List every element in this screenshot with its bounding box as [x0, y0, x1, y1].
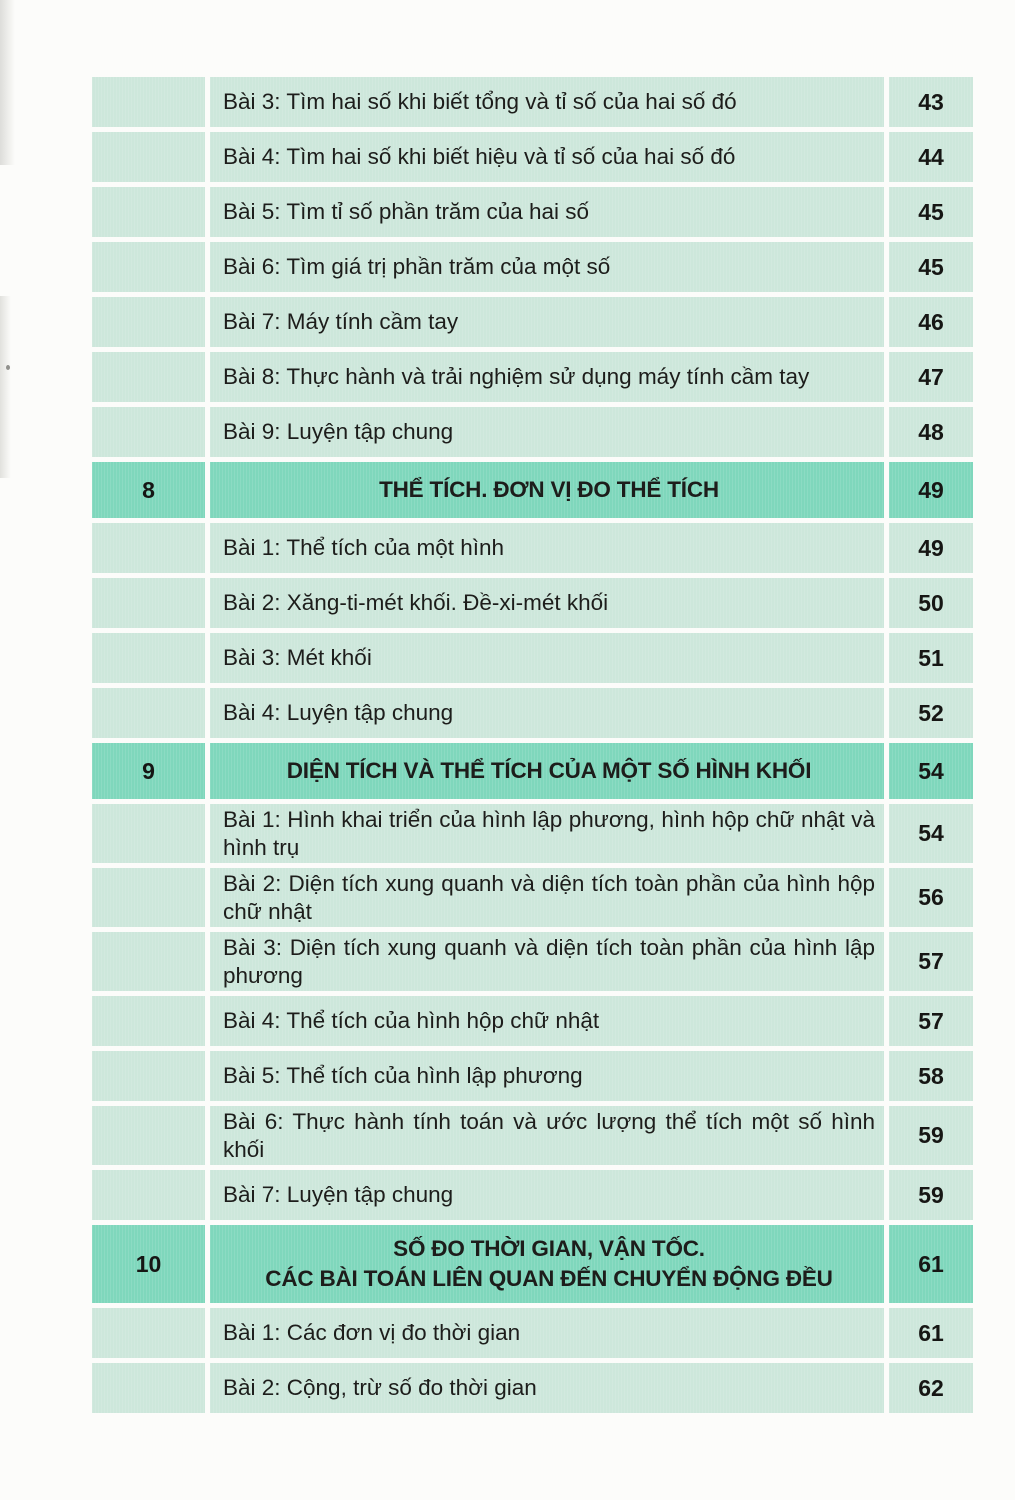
chapter-number-cell — [92, 996, 205, 1046]
title-cell — [210, 297, 884, 347]
entry-title: Bài 1: Các đơn vị đo thời gian — [223, 1320, 521, 1345]
entry-title: Bài 3: Mét khối — [223, 645, 372, 670]
page-number: 48 — [918, 418, 944, 445]
toc-row — [92, 462, 973, 518]
page-number: 52 — [918, 699, 944, 726]
page-number-cell — [889, 578, 973, 628]
title-cell — [210, 242, 884, 292]
page-number: 43 — [918, 88, 944, 115]
title-cell — [210, 1170, 884, 1220]
toc-row — [92, 407, 973, 457]
page-number: 44 — [918, 143, 944, 170]
page-edge-artifact-top — [0, 0, 15, 165]
entry-title: Bài 5: Thể tích của hình lập phương — [223, 1063, 583, 1088]
chapter-number-cell — [92, 523, 205, 573]
chapter-number-cell — [92, 352, 205, 402]
page-number-cell — [889, 297, 973, 347]
chapter-number-cell — [92, 1051, 205, 1101]
toc-row — [92, 578, 973, 628]
toc-row — [92, 352, 973, 402]
chapter-number-cell — [92, 1363, 205, 1413]
title-cell — [210, 996, 884, 1046]
scan-speck — [6, 365, 10, 370]
chapter-number-cell — [92, 407, 205, 457]
entry-title: Bài 1: Thể tích của một hình — [223, 535, 504, 560]
entry-title: Bài 4: Tìm hai số khi biết hiệu và tỉ số của hai số đó — [223, 144, 736, 169]
chapter-number-cell — [92, 578, 205, 628]
page-number-cell — [889, 743, 973, 799]
entry-title: Bài 3: Tìm hai số khi biết tổng và tỉ số của hai số đó — [223, 89, 737, 114]
page-number: 47 — [918, 363, 944, 390]
page-number: 51 — [918, 644, 944, 671]
page-number-cell — [889, 187, 973, 237]
title-cell — [210, 1308, 884, 1358]
title-cell — [210, 523, 884, 573]
page-number-cell — [889, 242, 973, 292]
page-number: 61 — [918, 1319, 944, 1346]
title-cell — [210, 688, 884, 738]
chapter-number-cell — [92, 77, 205, 127]
page-number: 49 — [918, 476, 944, 503]
toc-row — [92, 1106, 973, 1165]
page-number-cell — [889, 633, 973, 683]
entry-title: Bài 5: Tìm tỉ số phần trăm của hai số — [223, 199, 590, 224]
entry-title: Bài 8: Thực hành và trải nghiệm sử dụng máy tính cầm tay — [223, 364, 810, 389]
page-number: 61 — [918, 1250, 944, 1277]
toc-row — [92, 523, 973, 573]
page-number: 59 — [918, 1181, 944, 1208]
title-cell — [210, 1225, 884, 1303]
page-number-cell — [889, 932, 973, 991]
title-cell — [210, 132, 884, 182]
title-cell — [210, 1051, 884, 1101]
title-cell — [210, 743, 884, 799]
toc-row — [92, 1051, 973, 1101]
entry-title: Bài 7: Máy tính cầm tay — [223, 309, 459, 334]
page-number-cell — [889, 1106, 973, 1165]
entry-title: THỂ TÍCH. ĐƠN VỊ ĐO THỂ TÍCH — [379, 477, 719, 502]
chapter-number-cell — [92, 132, 205, 182]
entry-title: Bài 6: Tìm giá trị phần trăm của một số — [223, 254, 611, 279]
page-number: 57 — [918, 948, 944, 974]
title-cell — [210, 1106, 884, 1165]
chapter-number-cell — [92, 1106, 205, 1165]
chapter-number-cell — [92, 1225, 205, 1303]
page-number: 50 — [918, 589, 944, 616]
chapter-number-cell — [92, 242, 205, 292]
page-number-cell — [889, 132, 973, 182]
toc-row — [92, 996, 973, 1046]
page-number-cell — [889, 868, 973, 927]
page-number: 62 — [918, 1374, 944, 1401]
toc-row — [92, 804, 973, 863]
chapter-number: 10 — [135, 1250, 162, 1277]
entry-title: Bài 6: Thực hành tính toán và ước lượng thể tích một số hình khối — [223, 1108, 875, 1162]
page-number: 45 — [918, 253, 944, 280]
entry-title-line2: CÁC BÀI TOÁN LIÊN QUAN ĐẾN CHUYỂN ĐỘNG ĐỀU — [265, 1266, 833, 1291]
title-cell — [210, 633, 884, 683]
page-edge-artifact-mid — [0, 296, 11, 478]
title-cell — [210, 187, 884, 237]
toc-row — [92, 297, 973, 347]
chapter-number-cell — [92, 804, 205, 863]
page-number-cell — [889, 1308, 973, 1358]
chapter-number-cell — [92, 1308, 205, 1358]
chapter-number-cell — [92, 688, 205, 738]
chapter-number: 8 — [142, 476, 155, 503]
entry-title: Bài 2: Cộng, trừ số đo thời gian — [223, 1375, 537, 1400]
title-cell — [210, 868, 884, 927]
page-number: 56 — [918, 884, 944, 910]
chapter-number-cell — [92, 743, 205, 799]
page-number: 46 — [918, 308, 944, 335]
chapter-number-cell — [92, 1170, 205, 1220]
chapter-number-cell — [92, 932, 205, 991]
entry-title: Bài 3: Diện tích xung quanh và diện tích toàn phần của hình lập phương — [223, 934, 875, 988]
page-number-cell — [889, 688, 973, 738]
entry-title: DIỆN TÍCH VÀ THỂ TÍCH CỦA MỘT SỐ HÌNH KHỐI — [286, 758, 812, 783]
title-cell — [210, 407, 884, 457]
page-number-cell — [889, 1225, 973, 1303]
page-number-cell — [889, 996, 973, 1046]
page-number-cell — [889, 462, 973, 518]
toc-row — [92, 1170, 973, 1220]
entry-title: Bài 2: Diện tích xung quanh và diện tích toàn phần của hình hộp chữ nhật — [223, 870, 875, 924]
page-number-cell — [889, 1170, 973, 1220]
chapter-number-cell — [92, 868, 205, 927]
toc-row — [92, 688, 973, 738]
title-cell — [210, 352, 884, 402]
toc-row — [92, 132, 973, 182]
page-number-cell — [889, 407, 973, 457]
entry-title: Bài 7: Luyện tập chung — [223, 1182, 454, 1207]
page-number-cell — [889, 77, 973, 127]
toc-table — [92, 77, 973, 1418]
page-number-cell — [889, 1051, 973, 1101]
toc-row — [92, 868, 973, 927]
toc-row — [92, 1308, 973, 1358]
entry-title: SỐ ĐO THỜI GIAN, VẬN TỐC. — [393, 1236, 705, 1261]
entry-title: Bài 2: Xăng-ti-mét khối. Đề-xi-mét khối — [223, 590, 609, 615]
title-cell — [210, 462, 884, 518]
page-number: 59 — [918, 1122, 944, 1148]
chapter-number-cell — [92, 297, 205, 347]
title-cell — [210, 804, 884, 863]
entry-title: Bài 4: Thể tích của hình hộp chữ nhật — [223, 1008, 600, 1033]
chapter-number-cell — [92, 187, 205, 237]
entry-title: Bài 1: Hình khai triển của hình lập phương, hình hộp chữ nhật và hình trụ — [223, 806, 875, 860]
page-number: 57 — [918, 1007, 944, 1034]
toc-row — [92, 743, 973, 799]
page-number-cell — [889, 352, 973, 402]
toc-row — [92, 1363, 973, 1413]
entry-title: Bài 9: Luyện tập chung — [223, 419, 454, 444]
entry-title: Bài 4: Luyện tập chung — [223, 700, 454, 725]
page-number-cell — [889, 1363, 973, 1413]
toc-row — [92, 633, 973, 683]
page-number: 58 — [918, 1062, 944, 1089]
page-number: 45 — [918, 198, 944, 225]
page-number: 54 — [918, 757, 944, 784]
toc-row — [92, 1225, 973, 1303]
page-number: 54 — [918, 820, 944, 846]
toc-row — [92, 77, 973, 127]
toc-row — [92, 242, 973, 292]
title-cell — [210, 1363, 884, 1413]
page-number-cell — [889, 523, 973, 573]
title-cell — [210, 932, 884, 991]
toc-row — [92, 932, 973, 991]
chapter-number: 9 — [142, 757, 155, 784]
toc-row — [92, 187, 973, 237]
page-number-cell — [889, 804, 973, 863]
page-number: 49 — [918, 534, 944, 561]
chapter-number-cell — [92, 462, 205, 518]
title-cell — [210, 77, 884, 127]
chapter-number-cell — [92, 633, 205, 683]
title-cell — [210, 578, 884, 628]
